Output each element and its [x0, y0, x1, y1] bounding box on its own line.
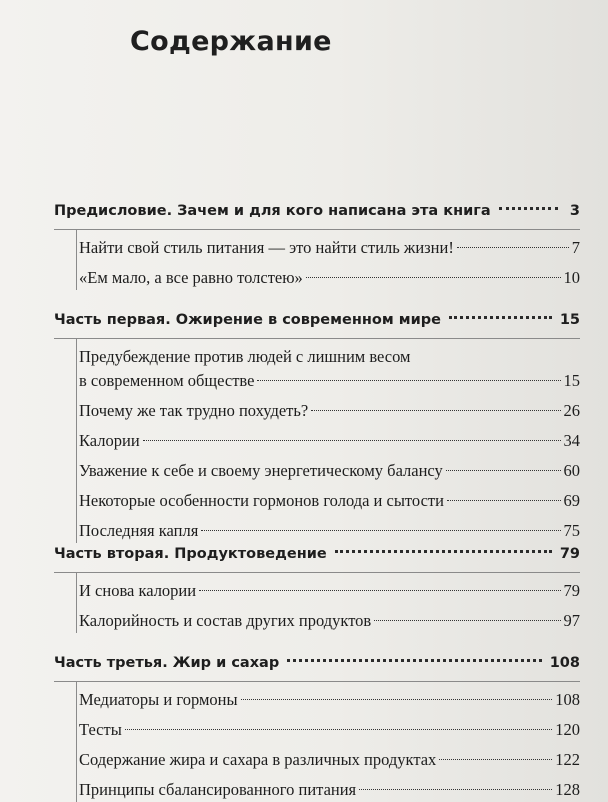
page-number: 10 [563, 268, 580, 287]
dot-leader [374, 620, 560, 621]
page-number: 97 [563, 611, 580, 630]
dot-leader [457, 247, 569, 248]
page-number: 26 [563, 401, 580, 420]
page-number: 15 [563, 371, 580, 390]
page-number: 122 [555, 750, 580, 769]
page-number: 128 [555, 780, 580, 799]
dot-leader [311, 410, 560, 411]
dot-leader [359, 789, 552, 790]
section-title: Предисловие. Зачем и для кого написана эта книга [54, 203, 491, 219]
toc-entry[interactable]: Уважение к себе и своему энергетическому балансу 60 [79, 453, 580, 483]
toc-entry[interactable]: Некоторые особенности гормонов голода и сытости 69 [79, 483, 580, 513]
dot-leader [257, 380, 560, 381]
toc-entry[interactable]: Найти свой стиль питания — это найти стиль жизни! 7 [79, 230, 580, 260]
dot-leader [447, 500, 561, 501]
toc-entry[interactable]: Принципы сбалансированного питания 128 [79, 772, 580, 802]
toc-section-heading[interactable] [54, 652, 580, 674]
dot-leader [241, 699, 553, 700]
page-number: 3 [569, 203, 580, 219]
toc-section-part-1 [54, 309, 580, 543]
toc-title: Содержание [130, 26, 332, 57]
dot-leader [287, 659, 542, 662]
dot-leader [335, 550, 552, 553]
toc-entry[interactable]: Тесты 120 [79, 712, 580, 742]
dot-leader [199, 590, 560, 591]
toc-entry[interactable]: Калории 34 [79, 423, 580, 453]
page-number: 108 [549, 655, 580, 671]
dot-leader [201, 530, 560, 531]
toc-section-heading[interactable] [54, 543, 580, 565]
toc-section-preface [54, 200, 580, 290]
toc-entry[interactable]: Почему же так трудно похудеть? 26 [79, 393, 580, 423]
page-number: 120 [555, 720, 580, 739]
toc-entry[interactable]: Содержание жира и сахара в различных продуктах 122 [79, 742, 580, 772]
page-number: 69 [563, 491, 580, 510]
toc-entry[interactable]: Последняя капля 75 [79, 513, 580, 543]
page-number: 75 [563, 521, 580, 540]
dot-leader [499, 207, 558, 210]
dot-leader [125, 729, 552, 730]
toc-section-heading[interactable] [54, 309, 580, 331]
page-number: 60 [563, 461, 580, 480]
page-number: 79 [559, 546, 580, 562]
section-title: Часть первая. Ожирение в современном мире [54, 312, 441, 328]
toc-section-part-2 [54, 543, 580, 633]
toc-section-part-3 [54, 652, 580, 802]
dot-leader [306, 277, 561, 278]
toc-section-heading[interactable] [54, 200, 580, 222]
section-title: Часть вторая. Продуктоведение [54, 546, 327, 562]
toc-subsection-list [76, 682, 580, 802]
toc-entry[interactable]: Медиаторы и гормоны 108 [79, 682, 580, 712]
page-number: 34 [563, 431, 580, 450]
dot-leader [143, 440, 561, 441]
page-number: 7 [571, 238, 580, 257]
dot-leader [446, 470, 561, 471]
page-number: 15 [559, 312, 580, 328]
dot-leader [449, 316, 552, 319]
dot-leader [439, 759, 552, 760]
page-number: 108 [555, 690, 580, 709]
toc-entry[interactable]: Калорийность и состав других продуктов 97 [79, 603, 580, 633]
toc-entry[interactable]: «Ем мало, а все равно толстею» 10 [79, 260, 580, 290]
toc-subsection-list [76, 339, 580, 543]
toc-entry[interactable]: И снова калории 79 [79, 573, 580, 603]
toc-entry[interactable]: Предубеждение против людей с лишним весом в современном обществе 15 [79, 339, 580, 393]
page-number: 79 [563, 581, 580, 600]
section-title: Часть третья. Жир и сахар [54, 655, 280, 671]
toc-subsection-list [76, 230, 580, 290]
toc-subsection-list [76, 573, 580, 633]
